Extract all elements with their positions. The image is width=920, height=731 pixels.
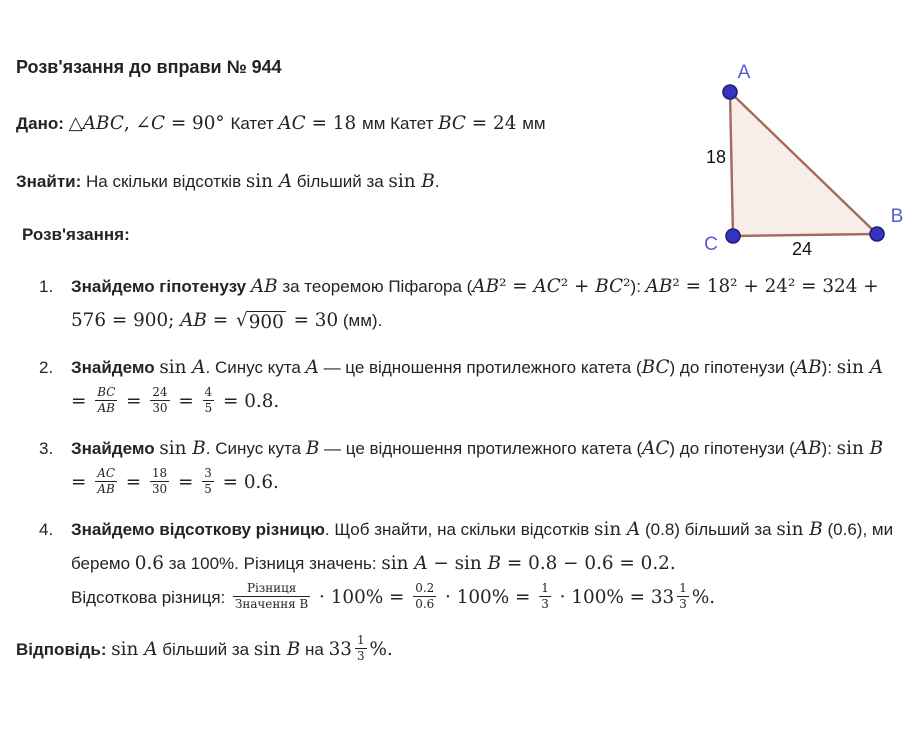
given-line: Дано: △ABC, ∠C = 90° Катет AC = 18 мм Катет BC = 24 мм xyxy=(16,113,546,134)
page-title: Розв'язання до вправи № 944 xyxy=(16,57,282,77)
triangle-shape xyxy=(730,92,877,236)
side-label-ac: 18 xyxy=(705,147,727,167)
vertex-dot-a xyxy=(723,85,737,99)
inline-fraction: $\frac{3}{5}$ xyxy=(204,466,212,497)
solution-item-1 xyxy=(39,270,895,338)
solution-list xyxy=(0,270,920,615)
solution-heading: Розв'язання: xyxy=(22,225,130,244)
inline-fraction: $\frac{24}{30}$ xyxy=(152,385,168,416)
find-line: Знайти: На скільки відсотків sin A більший за sin B. xyxy=(16,171,440,192)
solution-item-4 xyxy=(39,513,895,615)
square-root: √ 900 xyxy=(236,310,284,333)
vertex-label-a: A xyxy=(737,62,751,83)
vertex-label-b: B xyxy=(890,206,904,227)
inline-fraction: $\frac{1}{3}$ xyxy=(356,633,365,664)
solution-item-3 xyxy=(39,432,895,500)
solution-page xyxy=(0,56,920,731)
vertex-label-c: C xyxy=(704,234,718,255)
solution-item-2 xyxy=(39,351,895,419)
vertex-dot-b xyxy=(870,227,884,241)
inline-fraction: $\frac{AC}{AB}$ xyxy=(97,466,115,497)
vertex-dot-c xyxy=(726,229,740,243)
item-number: 3. xyxy=(39,439,54,458)
item-text: Знайдемо гіпотенузу AB за теоремою Піфагора (AB² = AC² + BC²): AB² = 18² + 24² = 324 + 576 = 900; AB = √ 900 = 30 (мм). xyxy=(71,276,879,333)
inline-fraction: $\frac{1}{3}$ xyxy=(679,581,687,612)
item-number: 2. xyxy=(39,358,54,377)
inline-fraction: $\frac{1}{3}$ xyxy=(541,581,549,612)
triangle-figure xyxy=(654,59,918,273)
inline-fraction: $\frac{18}{30}$ xyxy=(151,466,168,497)
inline-fraction: $\frac{0.2}{0.6}$ xyxy=(415,581,435,612)
item-text: Знайдемо sin A. Синус кута A — це відношення протилежного катета (BC) до гіпотенузи (AB): sin A = $\frac{BC}{AB}$ = $\frac{24}{30}$ = $\frac{4}{5}$ = 0.8. xyxy=(71,357,883,416)
inline-fraction: $\frac{\text{Різниця}}{\text{Значення B}}$ xyxy=(235,581,309,612)
answer-line: Відповідь: sin A більший за sin B на 33 $\frac{1}{3}$ %. xyxy=(16,633,393,664)
side-label-cb: 24 xyxy=(791,239,813,259)
inline-fraction: $\frac{4}{5}$ xyxy=(204,385,213,416)
inline-fraction: $\frac{BC}{AB}$ xyxy=(97,385,116,416)
item-number: 4. xyxy=(39,520,54,539)
item-text: Знайдемо sin B. Синус кута B — це відношення протилежного катета (AC) до гіпотенузи (AB): sin B = $\frac{AC}{AB}$ = $\frac{18}{30}$ = $\frac{3}{5}$ = 0.6. xyxy=(71,438,884,497)
item-number: 1. xyxy=(39,277,54,296)
item-text: Знайдемо відсоткову різницю. Щоб знайти, на скільки відсотків sin A (0.8) більший за sin B (0.6), ми беремо 0.6 за 100%. Різниця значень: sin A − sin B = 0.8 − 0.6 = 0.2. Відсоткова різниця: $\frac{\text{Різниця}}{\text{Значення B}}$ · 100% = $\frac{0.2}{0.6}$ · 100% = $\frac{1}{3}$ · 100% = 33 $\frac{1}{3}$ %. xyxy=(71,519,894,612)
triangle-svg xyxy=(654,59,918,273)
